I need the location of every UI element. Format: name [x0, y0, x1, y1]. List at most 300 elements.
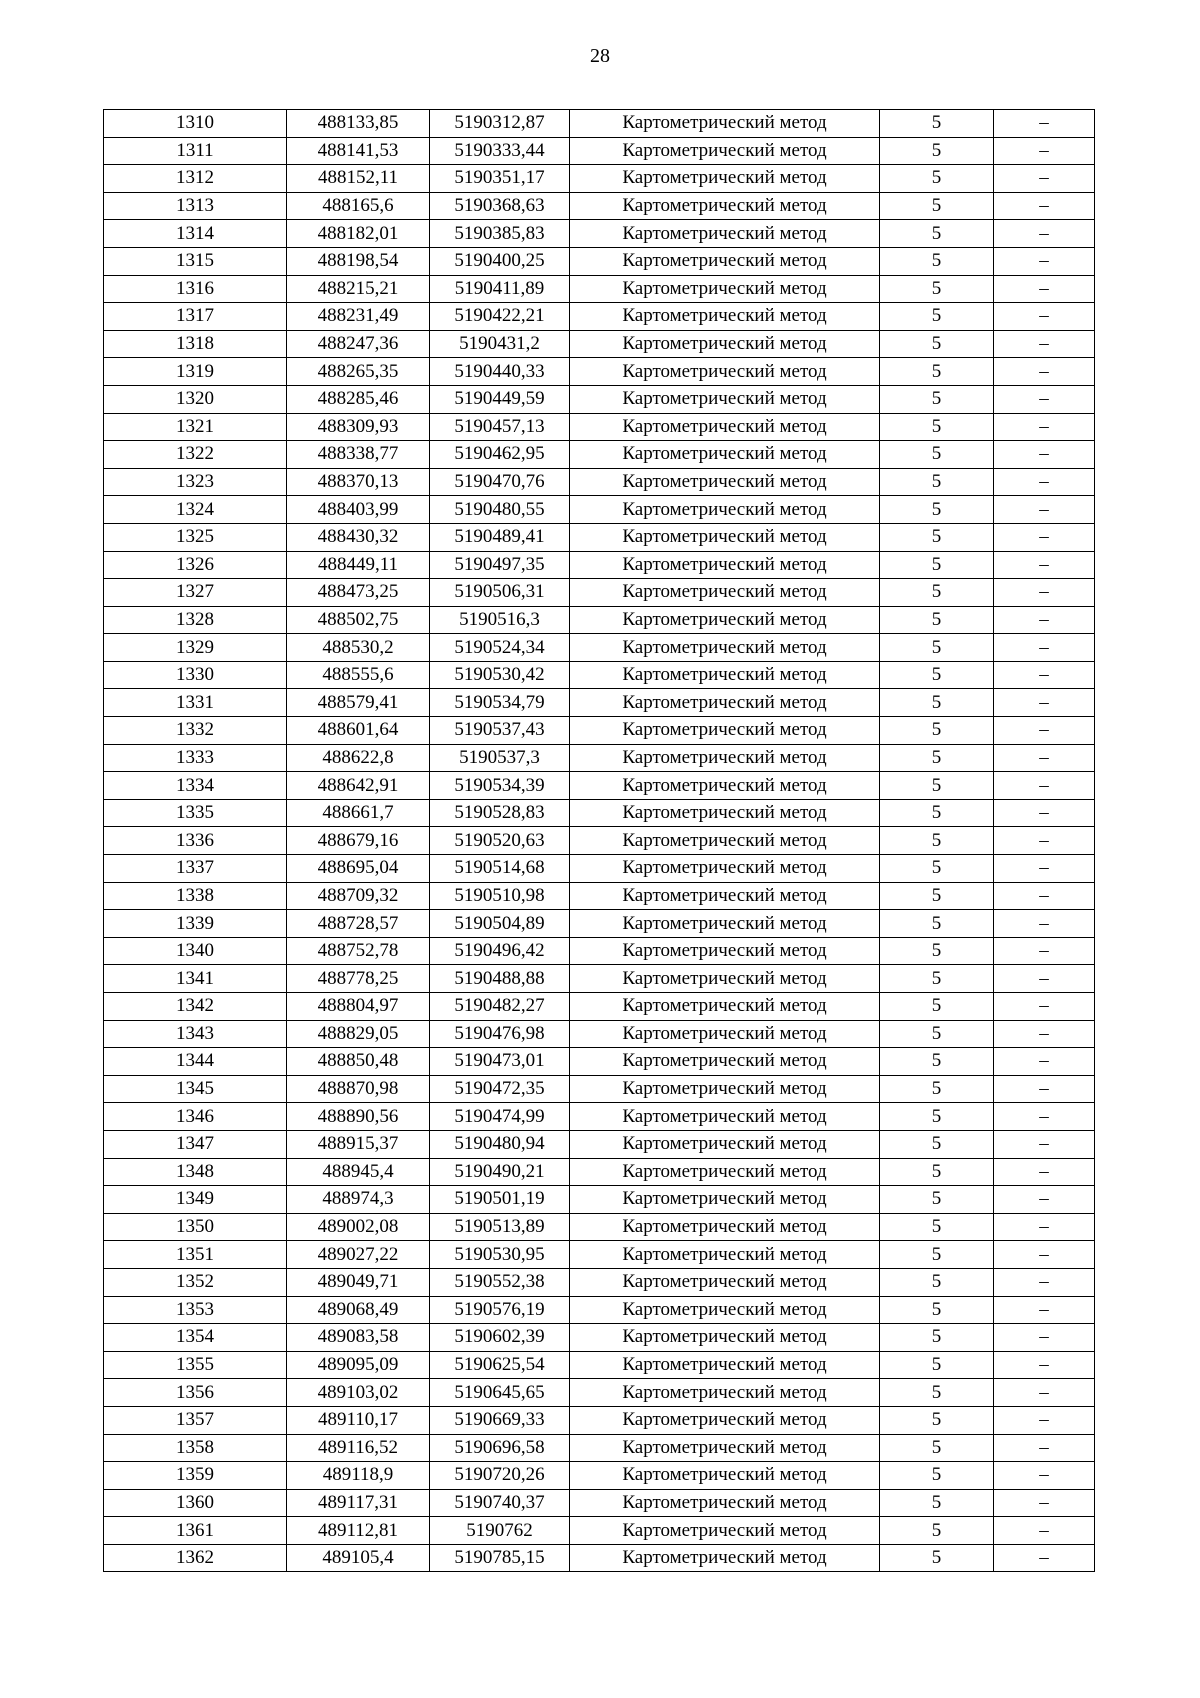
- description-cell: –: [994, 634, 1095, 662]
- point-number-cell: 1345: [104, 1075, 287, 1103]
- y-coordinate-cell: 5190520,63: [430, 827, 570, 855]
- table-row: [104, 1351, 1095, 1379]
- table-row: [104, 303, 1095, 331]
- point-number-cell: 1335: [104, 799, 287, 827]
- accuracy-cell: 5: [880, 937, 994, 965]
- x-coordinate-cell: 488890,56: [287, 1103, 430, 1131]
- x-coordinate-cell: 488133,85: [287, 110, 430, 138]
- accuracy-cell: 5: [880, 385, 994, 413]
- y-coordinate-cell: 5190472,35: [430, 1075, 570, 1103]
- table-row: [104, 744, 1095, 772]
- accuracy-cell: 5: [880, 661, 994, 689]
- x-coordinate-cell: 488555,6: [287, 661, 430, 689]
- x-coordinate-cell: 488915,37: [287, 1130, 430, 1158]
- x-coordinate-cell: 488141,53: [287, 137, 430, 165]
- method-cell: Картометрический метод: [570, 496, 880, 524]
- y-coordinate-cell: 5190422,21: [430, 303, 570, 331]
- description-cell: –: [994, 744, 1095, 772]
- table-row: [104, 1186, 1095, 1214]
- description-cell: –: [994, 772, 1095, 800]
- description-cell: –: [994, 441, 1095, 469]
- table-row: [104, 1268, 1095, 1296]
- x-coordinate-cell: 488974,3: [287, 1186, 430, 1214]
- description-cell: –: [994, 303, 1095, 331]
- description-cell: –: [994, 1048, 1095, 1076]
- description-cell: –: [994, 1268, 1095, 1296]
- point-number-cell: 1337: [104, 855, 287, 883]
- method-cell: Картометрический метод: [570, 1075, 880, 1103]
- method-cell: Картометрический метод: [570, 717, 880, 745]
- accuracy-cell: 5: [880, 220, 994, 248]
- accuracy-cell: 5: [880, 1103, 994, 1131]
- method-cell: Картометрический метод: [570, 882, 880, 910]
- description-cell: –: [994, 137, 1095, 165]
- description-cell: –: [994, 1489, 1095, 1517]
- x-coordinate-cell: 488231,49: [287, 303, 430, 331]
- point-number-cell: 1313: [104, 192, 287, 220]
- method-cell: Картометрический метод: [570, 1544, 880, 1572]
- accuracy-cell: 5: [880, 1379, 994, 1407]
- description-cell: –: [994, 110, 1095, 138]
- y-coordinate-cell: 5190462,95: [430, 441, 570, 469]
- table-row: [104, 137, 1095, 165]
- accuracy-cell: 5: [880, 358, 994, 386]
- y-coordinate-cell: 5190400,25: [430, 247, 570, 275]
- y-coordinate-cell: 5190431,2: [430, 330, 570, 358]
- point-number-cell: 1325: [104, 523, 287, 551]
- accuracy-cell: 5: [880, 496, 994, 524]
- x-coordinate-cell: 488165,6: [287, 192, 430, 220]
- y-coordinate-cell: 5190537,3: [430, 744, 570, 772]
- table-row: [104, 385, 1095, 413]
- method-cell: Картометрический метод: [570, 303, 880, 331]
- point-number-cell: 1329: [104, 634, 287, 662]
- point-number-cell: 1342: [104, 993, 287, 1021]
- x-coordinate-cell: 488661,7: [287, 799, 430, 827]
- point-number-cell: 1328: [104, 606, 287, 634]
- y-coordinate-cell: 5190534,79: [430, 689, 570, 717]
- accuracy-cell: 5: [880, 1489, 994, 1517]
- x-coordinate-cell: 489117,31: [287, 1489, 430, 1517]
- method-cell: Картометрический метод: [570, 220, 880, 248]
- method-cell: Картометрический метод: [570, 551, 880, 579]
- accuracy-cell: 5: [880, 1268, 994, 1296]
- x-coordinate-cell: 488473,25: [287, 579, 430, 607]
- method-cell: Картометрический метод: [570, 275, 880, 303]
- table-row: [104, 220, 1095, 248]
- accuracy-cell: 5: [880, 1130, 994, 1158]
- y-coordinate-cell: 5190368,63: [430, 192, 570, 220]
- description-cell: –: [994, 689, 1095, 717]
- point-number-cell: 1350: [104, 1213, 287, 1241]
- method-cell: Картометрический метод: [570, 772, 880, 800]
- x-coordinate-cell: 489103,02: [287, 1379, 430, 1407]
- description-cell: –: [994, 799, 1095, 827]
- x-coordinate-cell: 488945,4: [287, 1158, 430, 1186]
- method-cell: Картометрический метод: [570, 965, 880, 993]
- y-coordinate-cell: 5190333,44: [430, 137, 570, 165]
- method-cell: Картометрический метод: [570, 1517, 880, 1545]
- x-coordinate-cell: 489002,08: [287, 1213, 430, 1241]
- table-row: [104, 1296, 1095, 1324]
- table-row: [104, 1379, 1095, 1407]
- description-cell: –: [994, 1213, 1095, 1241]
- description-cell: –: [994, 993, 1095, 1021]
- method-cell: Картометрический метод: [570, 1213, 880, 1241]
- y-coordinate-cell: 5190510,98: [430, 882, 570, 910]
- description-cell: –: [994, 1406, 1095, 1434]
- description-cell: –: [994, 385, 1095, 413]
- x-coordinate-cell: 489095,09: [287, 1351, 430, 1379]
- method-cell: Картометрический метод: [570, 744, 880, 772]
- table-row: [104, 496, 1095, 524]
- x-coordinate-cell: 488338,77: [287, 441, 430, 469]
- y-coordinate-cell: 5190537,43: [430, 717, 570, 745]
- description-cell: –: [994, 661, 1095, 689]
- accuracy-cell: 5: [880, 303, 994, 331]
- method-cell: Картометрический метод: [570, 165, 880, 193]
- description-cell: –: [994, 1544, 1095, 1572]
- accuracy-cell: 5: [880, 965, 994, 993]
- description-cell: –: [994, 330, 1095, 358]
- table-row: [104, 965, 1095, 993]
- point-number-cell: 1356: [104, 1379, 287, 1407]
- table-row: [104, 1103, 1095, 1131]
- description-cell: –: [994, 1130, 1095, 1158]
- x-coordinate-cell: 488850,48: [287, 1048, 430, 1076]
- point-number-cell: 1310: [104, 110, 287, 138]
- y-coordinate-cell: 5190496,42: [430, 937, 570, 965]
- x-coordinate-cell: 489049,71: [287, 1268, 430, 1296]
- y-coordinate-cell: 5190490,21: [430, 1158, 570, 1186]
- table-row: [104, 1075, 1095, 1103]
- point-number-cell: 1340: [104, 937, 287, 965]
- x-coordinate-cell: 488530,2: [287, 634, 430, 662]
- description-cell: –: [994, 882, 1095, 910]
- method-cell: Картометрический метод: [570, 937, 880, 965]
- description-cell: –: [994, 468, 1095, 496]
- method-cell: Картометрический метод: [570, 468, 880, 496]
- y-coordinate-cell: 5190473,01: [430, 1048, 570, 1076]
- method-cell: Картометрический метод: [570, 1158, 880, 1186]
- table-row: [104, 661, 1095, 689]
- point-number-cell: 1314: [104, 220, 287, 248]
- y-coordinate-cell: 5190480,55: [430, 496, 570, 524]
- point-number-cell: 1326: [104, 551, 287, 579]
- table-row: [104, 799, 1095, 827]
- point-number-cell: 1357: [104, 1406, 287, 1434]
- x-coordinate-cell: 488679,16: [287, 827, 430, 855]
- accuracy-cell: 5: [880, 468, 994, 496]
- description-cell: –: [994, 247, 1095, 275]
- method-cell: Картометрический метод: [570, 1241, 880, 1269]
- point-number-cell: 1318: [104, 330, 287, 358]
- table-row: [104, 1489, 1095, 1517]
- x-coordinate-cell: 488829,05: [287, 1020, 430, 1048]
- method-cell: Картометрический метод: [570, 1434, 880, 1462]
- accuracy-cell: 5: [880, 689, 994, 717]
- point-number-cell: 1351: [104, 1241, 287, 1269]
- table-row: [104, 937, 1095, 965]
- table-row: [104, 634, 1095, 662]
- point-number-cell: 1344: [104, 1048, 287, 1076]
- description-cell: –: [994, 165, 1095, 193]
- point-number-cell: 1341: [104, 965, 287, 993]
- x-coordinate-cell: 488728,57: [287, 910, 430, 938]
- x-coordinate-cell: 488265,35: [287, 358, 430, 386]
- y-coordinate-cell: 5190528,83: [430, 799, 570, 827]
- point-number-cell: 1323: [104, 468, 287, 496]
- method-cell: Картометрический метод: [570, 1406, 880, 1434]
- x-coordinate-cell: 488309,93: [287, 413, 430, 441]
- accuracy-cell: 5: [880, 192, 994, 220]
- point-number-cell: 1322: [104, 441, 287, 469]
- table-row: [104, 1241, 1095, 1269]
- description-cell: –: [994, 413, 1095, 441]
- description-cell: –: [994, 827, 1095, 855]
- method-cell: Картометрический метод: [570, 413, 880, 441]
- table-row: [104, 1462, 1095, 1490]
- description-cell: –: [994, 579, 1095, 607]
- table-row: [104, 358, 1095, 386]
- y-coordinate-cell: 5190501,19: [430, 1186, 570, 1214]
- x-coordinate-cell: 488215,21: [287, 275, 430, 303]
- y-coordinate-cell: 5190476,98: [430, 1020, 570, 1048]
- y-coordinate-cell: 5190524,34: [430, 634, 570, 662]
- method-cell: Картометрический метод: [570, 358, 880, 386]
- description-cell: –: [994, 1296, 1095, 1324]
- accuracy-cell: 5: [880, 551, 994, 579]
- accuracy-cell: 5: [880, 1406, 994, 1434]
- description-cell: –: [994, 358, 1095, 386]
- y-coordinate-cell: 5190530,95: [430, 1241, 570, 1269]
- y-coordinate-cell: 5190534,39: [430, 772, 570, 800]
- method-cell: Картометрический метод: [570, 1324, 880, 1352]
- y-coordinate-cell: 5190602,39: [430, 1324, 570, 1352]
- x-coordinate-cell: 488247,36: [287, 330, 430, 358]
- y-coordinate-cell: 5190516,3: [430, 606, 570, 634]
- description-cell: –: [994, 1434, 1095, 1462]
- table-row: [104, 993, 1095, 1021]
- point-number-cell: 1358: [104, 1434, 287, 1462]
- accuracy-cell: 5: [880, 330, 994, 358]
- point-number-cell: 1355: [104, 1351, 287, 1379]
- point-number-cell: 1348: [104, 1158, 287, 1186]
- method-cell: Картометрический метод: [570, 1048, 880, 1076]
- accuracy-cell: 5: [880, 993, 994, 1021]
- point-number-cell: 1346: [104, 1103, 287, 1131]
- point-number-cell: 1333: [104, 744, 287, 772]
- point-number-cell: 1321: [104, 413, 287, 441]
- x-coordinate-cell: 488182,01: [287, 220, 430, 248]
- description-cell: –: [994, 220, 1095, 248]
- x-coordinate-cell: 488804,97: [287, 993, 430, 1021]
- x-coordinate-cell: 488778,25: [287, 965, 430, 993]
- point-number-cell: 1338: [104, 882, 287, 910]
- accuracy-cell: 5: [880, 110, 994, 138]
- accuracy-cell: 5: [880, 441, 994, 469]
- method-cell: Картометрический метод: [570, 855, 880, 883]
- y-coordinate-cell: 5190449,59: [430, 385, 570, 413]
- accuracy-cell: 5: [880, 799, 994, 827]
- method-cell: Картометрический метод: [570, 579, 880, 607]
- table-row: [104, 330, 1095, 358]
- x-coordinate-cell: 489110,17: [287, 1406, 430, 1434]
- description-cell: –: [994, 1379, 1095, 1407]
- accuracy-cell: 5: [880, 1434, 994, 1462]
- table-row: [104, 606, 1095, 634]
- point-number-cell: 1336: [104, 827, 287, 855]
- method-cell: Картометрический метод: [570, 689, 880, 717]
- y-coordinate-cell: 5190457,13: [430, 413, 570, 441]
- method-cell: Картометрический метод: [570, 330, 880, 358]
- method-cell: Картометрический метод: [570, 1103, 880, 1131]
- accuracy-cell: 5: [880, 1020, 994, 1048]
- accuracy-cell: 5: [880, 1186, 994, 1214]
- method-cell: Картометрический метод: [570, 110, 880, 138]
- table-row: [104, 1130, 1095, 1158]
- description-cell: –: [994, 1351, 1095, 1379]
- y-coordinate-cell: 5190504,89: [430, 910, 570, 938]
- table-row: [104, 275, 1095, 303]
- method-cell: Картометрический метод: [570, 661, 880, 689]
- table-row: [104, 551, 1095, 579]
- description-cell: –: [994, 192, 1095, 220]
- method-cell: Картометрический метод: [570, 1379, 880, 1407]
- accuracy-cell: 5: [880, 1324, 994, 1352]
- accuracy-cell: 5: [880, 910, 994, 938]
- accuracy-cell: 5: [880, 882, 994, 910]
- accuracy-cell: 5: [880, 1213, 994, 1241]
- table-row: [104, 413, 1095, 441]
- point-number-cell: 1332: [104, 717, 287, 745]
- point-number-cell: 1331: [104, 689, 287, 717]
- table-row: [104, 1048, 1095, 1076]
- accuracy-cell: 5: [880, 137, 994, 165]
- y-coordinate-cell: 5190530,42: [430, 661, 570, 689]
- description-cell: –: [994, 275, 1095, 303]
- method-cell: Картометрический метод: [570, 385, 880, 413]
- y-coordinate-cell: 5190696,58: [430, 1434, 570, 1462]
- table-row: [104, 910, 1095, 938]
- point-number-cell: 1353: [104, 1296, 287, 1324]
- point-number-cell: 1352: [104, 1268, 287, 1296]
- description-cell: –: [994, 717, 1095, 745]
- accuracy-cell: 5: [880, 579, 994, 607]
- table-row: [104, 827, 1095, 855]
- accuracy-cell: 5: [880, 1158, 994, 1186]
- x-coordinate-cell: 489118,9: [287, 1462, 430, 1490]
- point-number-cell: 1347: [104, 1130, 287, 1158]
- point-number-cell: 1327: [104, 579, 287, 607]
- x-coordinate-cell: 488449,11: [287, 551, 430, 579]
- accuracy-cell: 5: [880, 1351, 994, 1379]
- accuracy-cell: 5: [880, 1544, 994, 1572]
- x-coordinate-cell: 489083,58: [287, 1324, 430, 1352]
- description-cell: –: [994, 1158, 1095, 1186]
- x-coordinate-cell: 488579,41: [287, 689, 430, 717]
- method-cell: Картометрический метод: [570, 1351, 880, 1379]
- method-cell: Картометрический метод: [570, 993, 880, 1021]
- y-coordinate-cell: 5190497,35: [430, 551, 570, 579]
- method-cell: Картометрический метод: [570, 247, 880, 275]
- table-row: [104, 247, 1095, 275]
- method-cell: Картометрический метод: [570, 1186, 880, 1214]
- method-cell: Картометрический метод: [570, 137, 880, 165]
- y-coordinate-cell: 5190482,27: [430, 993, 570, 1021]
- table-row: [104, 165, 1095, 193]
- accuracy-cell: 5: [880, 855, 994, 883]
- accuracy-cell: 5: [880, 1517, 994, 1545]
- method-cell: Картометрический метод: [570, 1462, 880, 1490]
- point-number-cell: 1316: [104, 275, 287, 303]
- point-number-cell: 1359: [104, 1462, 287, 1490]
- point-number-cell: 1319: [104, 358, 287, 386]
- table-row: [104, 1213, 1095, 1241]
- accuracy-cell: 5: [880, 1075, 994, 1103]
- accuracy-cell: 5: [880, 744, 994, 772]
- method-cell: Картометрический метод: [570, 1296, 880, 1324]
- y-coordinate-cell: 5190513,89: [430, 1213, 570, 1241]
- y-coordinate-cell: 5190720,26: [430, 1462, 570, 1490]
- y-coordinate-cell: 5190312,87: [430, 110, 570, 138]
- y-coordinate-cell: 5190552,38: [430, 1268, 570, 1296]
- method-cell: Картометрический метод: [570, 1268, 880, 1296]
- method-cell: Картометрический метод: [570, 441, 880, 469]
- accuracy-cell: 5: [880, 717, 994, 745]
- table-row: [104, 579, 1095, 607]
- point-number-cell: 1334: [104, 772, 287, 800]
- accuracy-cell: 5: [880, 523, 994, 551]
- table-row: [104, 1324, 1095, 1352]
- table-row: [104, 1406, 1095, 1434]
- accuracy-cell: 5: [880, 247, 994, 275]
- accuracy-cell: 5: [880, 1296, 994, 1324]
- method-cell: Картометрический метод: [570, 634, 880, 662]
- method-cell: Картометрический метод: [570, 523, 880, 551]
- x-coordinate-cell: 489068,49: [287, 1296, 430, 1324]
- accuracy-cell: 5: [880, 413, 994, 441]
- x-coordinate-cell: 488622,8: [287, 744, 430, 772]
- point-number-cell: 1324: [104, 496, 287, 524]
- table-row: [104, 1020, 1095, 1048]
- point-number-cell: 1312: [104, 165, 287, 193]
- y-coordinate-cell: 5190480,94: [430, 1130, 570, 1158]
- point-number-cell: 1339: [104, 910, 287, 938]
- point-number-cell: 1320: [104, 385, 287, 413]
- description-cell: –: [994, 1462, 1095, 1490]
- table-row: [104, 1434, 1095, 1462]
- table-row: [104, 882, 1095, 910]
- y-coordinate-cell: 5190440,33: [430, 358, 570, 386]
- table-row: [104, 1544, 1095, 1572]
- point-number-cell: 1330: [104, 661, 287, 689]
- point-number-cell: 1315: [104, 247, 287, 275]
- y-coordinate-cell: 5190489,41: [430, 523, 570, 551]
- x-coordinate-cell: 489027,22: [287, 1241, 430, 1269]
- y-coordinate-cell: 5190576,19: [430, 1296, 570, 1324]
- x-coordinate-cell: 489116,52: [287, 1434, 430, 1462]
- table-row: [104, 110, 1095, 138]
- point-number-cell: 1349: [104, 1186, 287, 1214]
- point-number-cell: 1361: [104, 1517, 287, 1545]
- table-row: [104, 717, 1095, 745]
- description-cell: –: [994, 551, 1095, 579]
- y-coordinate-cell: 5190351,17: [430, 165, 570, 193]
- method-cell: Картометрический метод: [570, 1489, 880, 1517]
- accuracy-cell: 5: [880, 1048, 994, 1076]
- y-coordinate-cell: 5190785,15: [430, 1544, 570, 1572]
